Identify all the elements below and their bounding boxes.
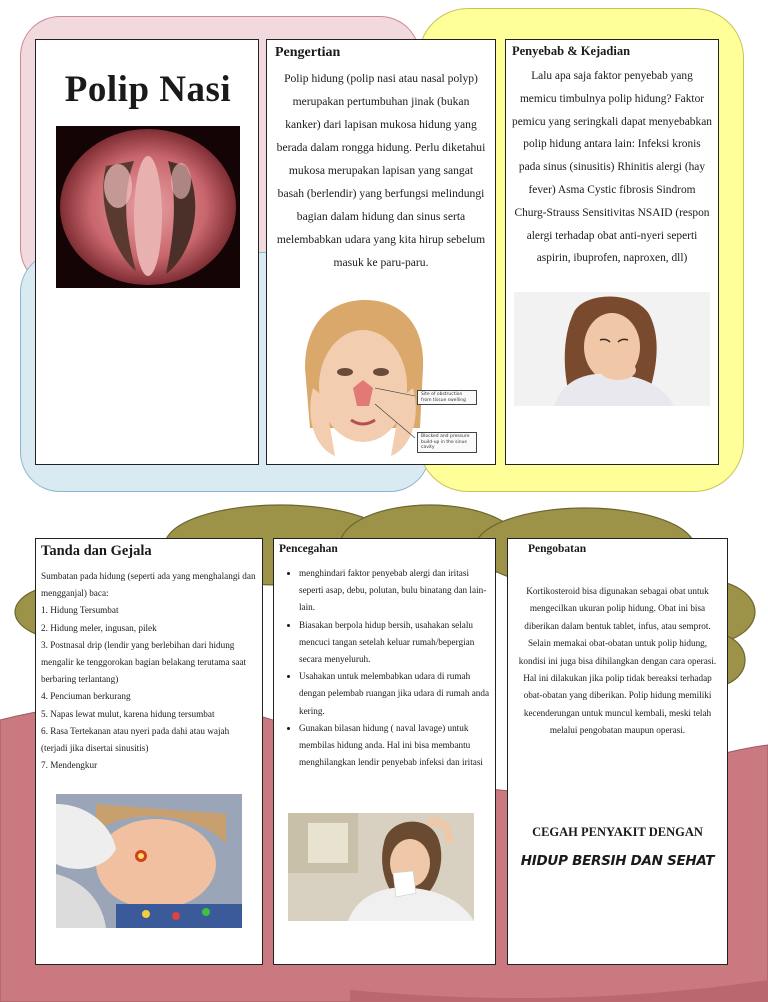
slogan-line-1: CEGAH PENYAKIT DENGAN [532, 825, 703, 839]
pengertian-text: Polip hidung (polip nasi atau nasal polyp) merupakan pertumbuhan jinak (bukan kanker) dari lapisan mukosa hidung yang berada dalam rongga hidung. Perlu diketahui mukosa merupakan lapisan yang sangat basah (berlendir) yang berfungsi melindungi bagian dalam hidung dan sinus serta melembabkan udara yang kita hirup sebelum masuk ke paru-paru. [276, 72, 486, 269]
list-item: • Usahakan untuk melembabkan udara di rumah dengan pelembab ruangan jika udara di rumah anda kering. [299, 668, 490, 720]
pengertian-panel [266, 39, 496, 465]
slogan-line-2: HIDUP BERSIH DAN SEHAT [520, 853, 715, 869]
pencegahan-list [279, 565, 490, 771]
diagram-label-obstruction: Site of obstruction from tissue swelling [417, 390, 477, 405]
list-item: 5. Napas lewat mulut, karena hidung tersumbat [41, 708, 215, 719]
nasal-examination-photo [56, 794, 242, 928]
pencegahan-panel [273, 538, 496, 965]
tanda-intro: Sumbatan pada hidung (seperti ada yang menghalangi dan mengganjal) baca: [41, 571, 256, 599]
penyebab-text: Lalu apa saja faktor penyebab yang memicu timbulnya polip hidung? Faktor pemicu yang seringkali dapat menyebabkan polip hidung antara lain: Infeksi kronis pada sinus (sinusitis) Rhinitis alergi (hay fever) Asma Cystic fibrosis Sindrom Churg-Strauss Sensitivitas NSAID (respon alergi terhadap obat anti-nyeri seperti aspirin, ibuprofen, naproxen, dll) [512, 70, 712, 265]
pengobatan-panel [507, 538, 728, 965]
pengobatan-text: Kortikosteroid bisa digunakan sebagai obat untuk mengecilkan ukuran polip hidung. Obat ini bisa diberikan dalam bentuk tablet, infus, atau semprot. Selain memakai obat-obatan untuk polip hidung, kondisi ini juga bisa dihilangkan dengan cara operasi. Hal ini dilakukan jika polip tidak bereaksi terhadap obat-obatan yang diberikan. Polip hidung memiliki kecenderungan untuk muncul kembali, meski telah melalui pengobatan maupun operasi. [518, 586, 717, 736]
cover-title: Polip Nasi [64, 69, 232, 110]
list-item: • Biasakan berpola hidup bersih, usahakan selalu mencuci tangan setelah keluar rumah/bepergian secara menyeluruh. [299, 617, 490, 669]
nasal-endoscopy-photo [56, 126, 240, 288]
list-item: 6. Rasa Tertekanan atau nyeri pada dahi atau wajah (terjadi jika disertai sinusitis) [41, 725, 230, 754]
pengertian-title: Pengertian [275, 45, 341, 60]
list-item: 3. Postnasal drip (lendir yang berlebihan dari hidung mengalir ke tenggorokan bagian belakang terutama saat berbaring terlantang) [41, 639, 247, 685]
list-item: 2. Hidung meler, ingusan, pilek [41, 622, 157, 633]
list-item: 1. Hidung Tersumbat [41, 605, 119, 616]
list-item: 7. Mendengkur [41, 760, 98, 771]
list-item: • Gunakan bilasan hidung ( naval lavage) untuk membilas hidung anda. Hal ini bisa membantu menghilangkan lendir penyebab infeksi dan iritasi [299, 720, 490, 772]
list-item: 4. Penciuman berkurang [41, 691, 131, 702]
cover-panel [35, 39, 259, 465]
woman-sinus-diagram [295, 298, 479, 458]
penyebab-title: Penyebab & Kejadian [512, 44, 631, 58]
coughing-woman-photo [514, 292, 710, 406]
pengobatan-title: Pengobatan [528, 543, 587, 555]
pencegahan-title: Pencegahan [279, 543, 338, 555]
penyebab-panel [505, 39, 719, 465]
tanda-panel [35, 538, 263, 965]
tanda-title: Tanda dan Gejala [41, 543, 152, 559]
list-item: • menghindari faktor penyebab alergi dan iritasi seperti asap, debu, polutan, bulu binatang dan lain-lain. [299, 565, 490, 617]
tanda-list [41, 602, 257, 774]
sick-woman-tissue-photo [288, 813, 474, 921]
diagram-label-pressure: Blocked and pressure build-up in the sinus cavity [417, 432, 477, 453]
